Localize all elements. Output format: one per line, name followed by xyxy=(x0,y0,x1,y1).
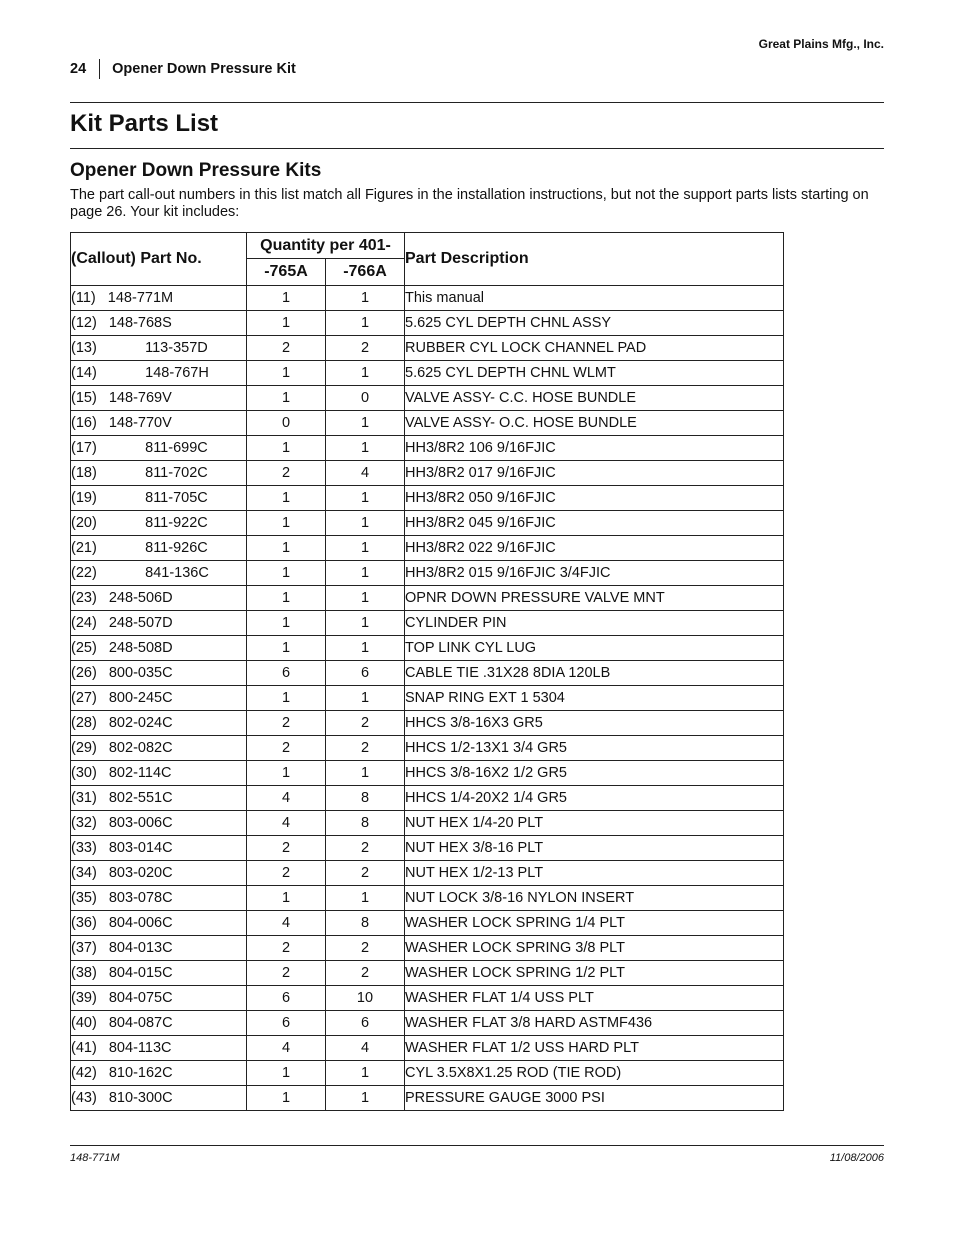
description-cell: 5.625 CYL DEPTH CHNL ASSY xyxy=(405,311,784,336)
table-row xyxy=(71,411,784,436)
qty-766a-cell: 1 xyxy=(326,561,405,586)
table-row xyxy=(71,386,784,411)
table-row xyxy=(71,986,784,1011)
table-row xyxy=(71,511,784,536)
qty-766a-cell: 4 xyxy=(326,461,405,486)
part-number-cell: (35) 803-078C xyxy=(71,886,247,911)
description-cell: TOP LINK CYL LUG xyxy=(405,636,784,661)
company-name: Great Plains Mfg., Inc. xyxy=(758,37,884,51)
description-cell: CYLINDER PIN xyxy=(405,611,784,636)
part-number-cell: (22) 841-136C xyxy=(71,561,247,586)
qty-765a-cell: 2 xyxy=(247,461,326,486)
part-number-cell: (34) 803-020C xyxy=(71,861,247,886)
part-number-cell: (25) 248-508D xyxy=(71,636,247,661)
description-cell: CYL 3.5X8X1.25 ROD (TIE ROD) xyxy=(405,1061,784,1086)
part-number-cell: (13) 113-357D xyxy=(71,336,247,361)
section-subtitle: Opener Down Pressure Kits xyxy=(70,160,322,181)
qty-765a-cell: 2 xyxy=(247,711,326,736)
description-cell: WASHER FLAT 3/8 HARD ASTMF436 xyxy=(405,1011,784,1036)
table-row xyxy=(71,711,784,736)
part-number-cell: (40) 804-087C xyxy=(71,1011,247,1036)
qty-766a-cell: 8 xyxy=(326,911,405,936)
page-title: Kit Parts List xyxy=(70,110,219,137)
part-number-cell: (38) 804-015C xyxy=(71,961,247,986)
qty-766a-cell: 1 xyxy=(326,286,405,311)
qty-765a-cell: 1 xyxy=(247,361,326,386)
description-cell: WASHER LOCK SPRING 3/8 PLT xyxy=(405,936,784,961)
table-row xyxy=(71,636,784,661)
description-cell: HH3/8R2 106 9/16FJIC xyxy=(405,436,784,461)
qty-766a-cell: 2 xyxy=(326,736,405,761)
table-row xyxy=(71,561,784,586)
part-number-cell: (17) 811-699C xyxy=(71,436,247,461)
footer-rule xyxy=(70,1145,884,1146)
description-cell: NUT HEX 1/2-13 PLT xyxy=(405,861,784,886)
part-number-cell: (21) 811-926C xyxy=(71,536,247,561)
qty-765a-cell: 2 xyxy=(247,736,326,761)
qty-765a-cell: 1 xyxy=(247,886,326,911)
part-number-cell: (12) 148-768S xyxy=(71,311,247,336)
qty-765a-cell: 2 xyxy=(247,836,326,861)
part-number-cell: (36) 804-006C xyxy=(71,911,247,936)
table-row xyxy=(71,1036,784,1061)
qty-765a-cell: 2 xyxy=(247,936,326,961)
part-number-cell: (42) 810-162C xyxy=(71,1061,247,1086)
qty-765a-cell: 6 xyxy=(247,986,326,1011)
page-header xyxy=(70,59,296,79)
part-number-cell: (30) 802-114C xyxy=(71,761,247,786)
title-rule xyxy=(70,148,884,149)
qty-766a-cell: 1 xyxy=(326,311,405,336)
qty-766a-cell: 10 xyxy=(326,986,405,1011)
qty-766a-cell: 1 xyxy=(326,1086,405,1111)
header-rule xyxy=(70,102,884,103)
qty-766a-cell: 2 xyxy=(326,336,405,361)
qty-765a-cell: 1 xyxy=(247,561,326,586)
table-row xyxy=(71,936,784,961)
table-row xyxy=(71,461,784,486)
qty-765a-cell: 1 xyxy=(247,611,326,636)
qty-766a-cell: 1 xyxy=(326,761,405,786)
description-cell: HH3/8R2 022 9/16FJIC xyxy=(405,536,784,561)
page-number: 24 xyxy=(70,61,87,77)
qty-765a-cell: 1 xyxy=(247,436,326,461)
qty-765a-cell: 2 xyxy=(247,861,326,886)
qty-766a-cell: 1 xyxy=(326,1061,405,1086)
part-number-cell: (37) 804-013C xyxy=(71,936,247,961)
qty-766a-cell: 2 xyxy=(326,861,405,886)
intro-paragraph: The part call-out numbers in this list match all Figures in the installation instructions, but not the support parts lists starting on page 26. Your kit includes: xyxy=(70,187,869,220)
table-row xyxy=(71,586,784,611)
column-header-766a: -766A xyxy=(326,259,405,286)
qty-766a-cell: 6 xyxy=(326,1011,405,1036)
table-row xyxy=(71,686,784,711)
description-cell: CABLE TIE .31X28 8DIA 120LB xyxy=(405,661,784,686)
part-number-cell: (28) 802-024C xyxy=(71,711,247,736)
table-row xyxy=(71,1011,784,1036)
qty-766a-cell: 4 xyxy=(326,1036,405,1061)
qty-766a-cell: 6 xyxy=(326,661,405,686)
description-cell: RUBBER CYL LOCK CHANNEL PAD xyxy=(405,336,784,361)
column-header-quantity: Quantity per 401- xyxy=(247,233,405,259)
qty-766a-cell: 2 xyxy=(326,836,405,861)
qty-765a-cell: 4 xyxy=(247,1036,326,1061)
qty-766a-cell: 2 xyxy=(326,961,405,986)
description-cell: HH3/8R2 015 9/16FJIC 3/4FJIC xyxy=(405,561,784,586)
qty-765a-cell: 0 xyxy=(247,411,326,436)
qty-766a-cell: 1 xyxy=(326,636,405,661)
description-cell: NUT HEX 1/4-20 PLT xyxy=(405,811,784,836)
table-row xyxy=(71,961,784,986)
qty-765a-cell: 4 xyxy=(247,786,326,811)
part-number-cell: (14) 148-767H xyxy=(71,361,247,386)
qty-766a-cell: 1 xyxy=(326,886,405,911)
part-number-cell: (29) 802-082C xyxy=(71,736,247,761)
qty-766a-cell: 1 xyxy=(326,536,405,561)
table-row xyxy=(71,311,784,336)
table-row xyxy=(71,861,784,886)
description-cell: WASHER FLAT 1/2 USS HARD PLT xyxy=(405,1036,784,1061)
qty-766a-cell: 2 xyxy=(326,711,405,736)
qty-766a-cell: 8 xyxy=(326,811,405,836)
description-cell: OPNR DOWN PRESSURE VALVE MNT xyxy=(405,586,784,611)
section-title: Opener Down Pressure Kit xyxy=(112,61,296,77)
qty-765a-cell: 6 xyxy=(247,1011,326,1036)
description-cell: WASHER LOCK SPRING 1/4 PLT xyxy=(405,911,784,936)
qty-765a-cell: 1 xyxy=(247,511,326,536)
qty-765a-cell: 6 xyxy=(247,661,326,686)
column-header-description: Part Description xyxy=(405,233,784,286)
part-number-cell: (33) 803-014C xyxy=(71,836,247,861)
qty-766a-cell: 8 xyxy=(326,786,405,811)
qty-765a-cell: 1 xyxy=(247,536,326,561)
part-number-cell: (20) 811-922C xyxy=(71,511,247,536)
parts-table-body xyxy=(71,286,784,1111)
description-cell: This manual xyxy=(405,286,784,311)
qty-765a-cell: 1 xyxy=(247,486,326,511)
qty-765a-cell: 1 xyxy=(247,311,326,336)
description-cell: NUT HEX 3/8-16 PLT xyxy=(405,836,784,861)
table-row xyxy=(71,761,784,786)
qty-766a-cell: 1 xyxy=(326,486,405,511)
part-number-cell: (27) 800-245C xyxy=(71,686,247,711)
qty-766a-cell: 1 xyxy=(326,611,405,636)
part-number-cell: (41) 804-113C xyxy=(71,1036,247,1061)
description-cell: HHCS 3/8-16X2 1/2 GR5 xyxy=(405,761,784,786)
part-number-cell: (23) 248-506D xyxy=(71,586,247,611)
table-row xyxy=(71,436,784,461)
part-number-cell: (43) 810-300C xyxy=(71,1086,247,1111)
qty-766a-cell: 1 xyxy=(326,686,405,711)
qty-766a-cell: 2 xyxy=(326,936,405,961)
qty-766a-cell: 1 xyxy=(326,411,405,436)
table-row xyxy=(71,661,784,686)
description-cell: WASHER FLAT 1/4 USS PLT xyxy=(405,986,784,1011)
qty-766a-cell: 0 xyxy=(326,386,405,411)
table-row xyxy=(71,486,784,511)
table-row xyxy=(71,536,784,561)
table-row xyxy=(71,836,784,861)
part-number-cell: (32) 803-006C xyxy=(71,811,247,836)
description-cell: HHCS 1/4-20X2 1/4 GR5 xyxy=(405,786,784,811)
description-cell: WASHER LOCK SPRING 1/2 PLT xyxy=(405,961,784,986)
column-header-765a: -765A xyxy=(247,259,326,286)
qty-766a-cell: 1 xyxy=(326,436,405,461)
table-row xyxy=(71,1061,784,1086)
table-row xyxy=(71,736,784,761)
table-row xyxy=(71,336,784,361)
parts-table xyxy=(70,232,784,1111)
description-cell: HHCS 1/2-13X1 3/4 GR5 xyxy=(405,736,784,761)
description-cell: SNAP RING EXT 1 5304 xyxy=(405,686,784,711)
qty-765a-cell: 1 xyxy=(247,286,326,311)
part-number-cell: (11) 148-771M xyxy=(71,286,247,311)
qty-765a-cell: 2 xyxy=(247,336,326,361)
qty-766a-cell: 1 xyxy=(326,361,405,386)
description-cell: VALVE ASSY- C.C. HOSE BUNDLE xyxy=(405,386,784,411)
part-number-cell: (19) 811-705C xyxy=(71,486,247,511)
header-divider xyxy=(99,59,100,79)
qty-765a-cell: 2 xyxy=(247,961,326,986)
description-cell: PRESSURE GAUGE 3000 PSI xyxy=(405,1086,784,1111)
part-number-cell: (31) 802-551C xyxy=(71,786,247,811)
description-cell: NUT LOCK 3/8-16 NYLON INSERT xyxy=(405,886,784,911)
table-row xyxy=(71,911,784,936)
qty-765a-cell: 1 xyxy=(247,1061,326,1086)
table-row xyxy=(71,786,784,811)
part-number-cell: (18) 811-702C xyxy=(71,461,247,486)
qty-765a-cell: 1 xyxy=(247,386,326,411)
part-number-cell: (39) 804-075C xyxy=(71,986,247,1011)
qty-765a-cell: 1 xyxy=(247,686,326,711)
qty-765a-cell: 4 xyxy=(247,811,326,836)
qty-766a-cell: 1 xyxy=(326,511,405,536)
part-number-cell: (16) 148-770V xyxy=(71,411,247,436)
table-row xyxy=(71,361,784,386)
table-row xyxy=(71,1086,784,1111)
qty-765a-cell: 1 xyxy=(247,636,326,661)
part-number-cell: (15) 148-769V xyxy=(71,386,247,411)
footer-doc-number: 148-771M xyxy=(70,1152,120,1164)
part-number-cell: (26) 800-035C xyxy=(71,661,247,686)
description-cell: HH3/8R2 017 9/16FJIC xyxy=(405,461,784,486)
table-row xyxy=(71,886,784,911)
qty-766a-cell: 1 xyxy=(326,586,405,611)
description-cell: HH3/8R2 050 9/16FJIC xyxy=(405,486,784,511)
column-header-part: (Callout) Part No. xyxy=(71,233,247,286)
description-cell: 5.625 CYL DEPTH CHNL WLMT xyxy=(405,361,784,386)
qty-765a-cell: 1 xyxy=(247,761,326,786)
qty-765a-cell: 1 xyxy=(247,1086,326,1111)
table-row xyxy=(71,611,784,636)
footer-date: 11/08/2006 xyxy=(829,1152,884,1164)
description-cell: HHCS 3/8-16X3 GR5 xyxy=(405,711,784,736)
description-cell: VALVE ASSY- O.C. HOSE BUNDLE xyxy=(405,411,784,436)
table-row xyxy=(71,811,784,836)
table-row xyxy=(71,286,784,311)
description-cell: HH3/8R2 045 9/16FJIC xyxy=(405,511,784,536)
qty-765a-cell: 4 xyxy=(247,911,326,936)
qty-765a-cell: 1 xyxy=(247,586,326,611)
part-number-cell: (24) 248-507D xyxy=(71,611,247,636)
